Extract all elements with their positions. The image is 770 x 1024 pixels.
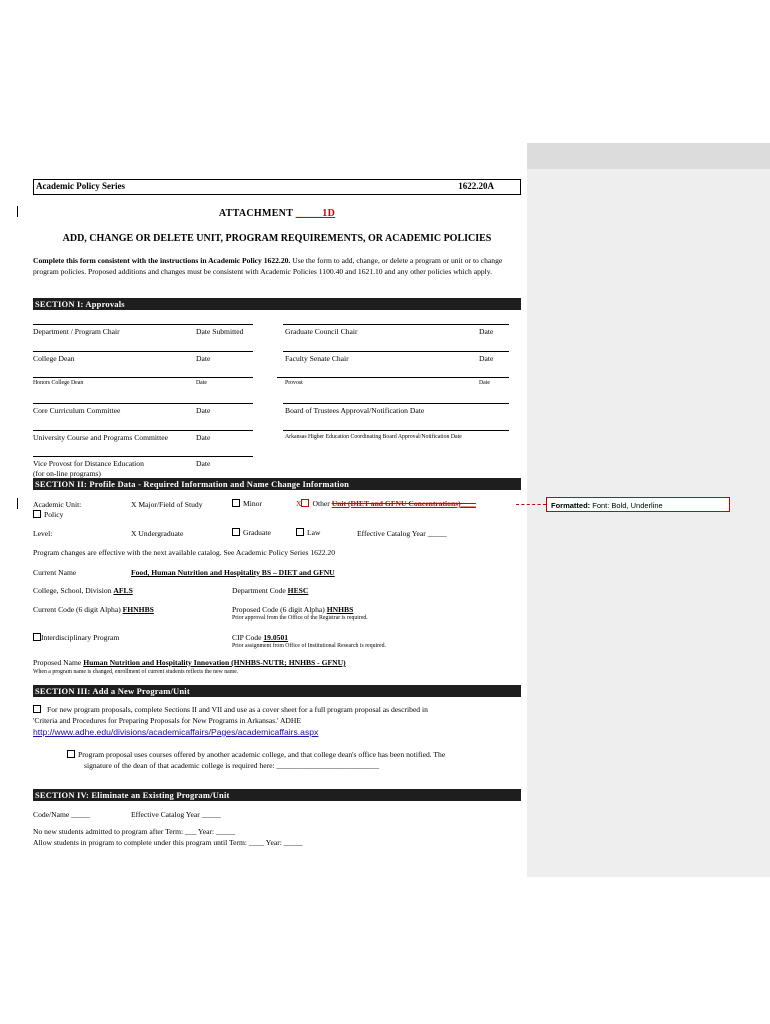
sig-label: Vice Provost for Distance Education	[33, 459, 144, 468]
department-value[interactable]: HESC	[287, 586, 309, 595]
new-program-text-2: 'Criteria and Procedures for Preparing Proposals for New Programs in Arkansas.' ADHE	[33, 716, 302, 725]
other-option[interactable]	[296, 499, 476, 508]
signature-line[interactable]	[33, 324, 253, 325]
elim-catalog-year-field[interactable]: Effective Catalog Year _____	[131, 810, 221, 819]
cip-value[interactable]: 19.0501	[263, 633, 289, 642]
current-name-value[interactable]: Food, Human Nutrition and Hospitality BS – DIET and GFNU	[131, 568, 335, 577]
signature-line[interactable]	[33, 403, 253, 404]
sig-label: Honors College Dean	[33, 380, 84, 386]
other-college-item	[67, 750, 445, 759]
policy-label: Policy	[44, 510, 64, 519]
signature-line[interactable]	[283, 430, 509, 431]
other-value[interactable]: Unit (DIET and GFNU Concentrations)____	[331, 499, 476, 508]
proposed-code-field	[232, 605, 353, 614]
graduate-checkbox[interactable]	[232, 528, 240, 536]
attachment-number: _____1D	[295, 208, 336, 219]
new-program-text-1: For new program proposals, complete Sections II and VII and use as a cover sheet for a full program proposal as described in	[47, 705, 428, 714]
signature-line[interactable]	[33, 351, 253, 352]
comment-pane-header	[527, 143, 770, 169]
sig-date: Date	[196, 380, 207, 386]
signature-line[interactable]	[283, 351, 509, 352]
other-label: Other	[312, 499, 330, 508]
signature-line[interactable]	[33, 377, 253, 378]
signature-line[interactable]	[277, 377, 509, 378]
new-program-checkbox[interactable]	[33, 705, 41, 713]
sig-label: Provost	[285, 380, 303, 386]
college-label: College, School, Division	[33, 586, 114, 595]
series-header	[33, 179, 521, 195]
attachment-title	[0, 208, 554, 219]
adhe-link[interactable]: http://www.adhe.edu/divisions/academicaffairs/Pages/academicaffairs.aspx	[33, 727, 319, 737]
academic-unit-label: Academic Unit:	[33, 500, 82, 509]
new-program-item	[33, 705, 428, 714]
policy-option[interactable]	[33, 510, 63, 519]
no-new-students-field[interactable]: No new students admitted to program after Term: ___ Year: _____	[33, 827, 236, 836]
sig-label: Core Curriculum Committee	[33, 406, 121, 415]
sig-date: Date	[479, 354, 494, 363]
college-field	[33, 586, 133, 595]
graduate-option[interactable]	[232, 528, 271, 537]
other-checkbox[interactable]	[301, 499, 309, 507]
format-comment[interactable]	[546, 497, 730, 512]
department-label: Department Code	[232, 586, 288, 595]
current-name-label: Current Name	[33, 568, 77, 577]
sig-label: Arkansas Higher Education Coordinating Board Approval/Notification Date	[285, 434, 462, 440]
sig-label: Graduate Council Chair	[285, 327, 358, 336]
sig-date: Date	[479, 380, 490, 386]
changes-note: Program changes are effective with the next available catalog. See Academic Policy Series 1622.20	[33, 548, 336, 557]
attachment-prefix: ATTACHMENT	[218, 208, 296, 219]
comment-label: Formatted:	[551, 501, 591, 510]
other-x: X	[296, 499, 302, 508]
policy-checkbox[interactable]	[33, 510, 41, 518]
section-3-header: SECTION III: Add a New Program/Unit	[33, 685, 521, 697]
signature-line[interactable]	[283, 403, 509, 404]
sig-date: Date	[196, 406, 211, 415]
current-code-label: Current Code (6 digit Alpha)	[33, 605, 123, 614]
sig-label: Board of Trustees Approval/Notification Date	[285, 406, 425, 415]
sig-date: Date	[196, 433, 211, 442]
proposed-name-note: When a program name is changed, enrollment of current students reflects the new name.	[33, 669, 239, 675]
other-college-text-2: signature of the dean of that academic college is required here: ___________________________	[84, 761, 380, 770]
allow-students-field[interactable]: Allow students in program to complete under this program until Term: ____ Year: _____	[33, 838, 303, 847]
sig-label: Faculty Senate Chair	[285, 354, 349, 363]
college-value[interactable]: AFLS	[113, 586, 133, 595]
signature-line[interactable]	[33, 430, 253, 431]
form-title: ADD, CHANGE OR DELETE UNIT, PROGRAM REQUIREMENTS, OR ACADEMIC POLICIES	[62, 233, 492, 244]
signature-line[interactable]	[283, 324, 509, 325]
interdisciplinary-checkbox[interactable]	[33, 633, 41, 641]
undergrad-option[interactable]: X Undergraduate	[131, 529, 184, 538]
proposed-name-label: Proposed Name	[33, 658, 84, 667]
policy-series: Academic Policy Series	[36, 181, 125, 191]
sig-label: College Dean	[33, 354, 75, 363]
proposed-code-note: Prior approval from the Office of the Registrar is required.	[232, 615, 368, 621]
law-checkbox[interactable]	[296, 528, 304, 536]
graduate-label: Graduate	[243, 528, 271, 537]
major-option[interactable]: X Major/Field of Study	[131, 500, 203, 509]
change-bar	[17, 498, 18, 509]
proposed-code-value[interactable]: HNHBS	[326, 605, 354, 614]
proposed-name-value[interactable]: Human Nutrition and Hospitality Innovation (HNHBS-NUTR; HNHBS - GFNU)	[83, 658, 346, 667]
intro-paragraph	[33, 256, 519, 277]
sig-label: University Course and Programs Committee	[33, 433, 168, 442]
section-2-header: SECTION II: Profile Data - Required Information and Name Change Information	[33, 478, 521, 490]
signature-line[interactable]	[33, 456, 253, 457]
policy-number: 1622.20A	[458, 181, 494, 191]
sig-label: Department / Program Chair	[33, 327, 120, 336]
other-college-text-1: Program proposal uses courses offered by another academic college, and that college dean's office has been notified. The	[78, 750, 446, 759]
cip-label: CIP Code	[232, 633, 264, 642]
minor-option[interactable]	[232, 499, 262, 508]
comment-connector	[516, 504, 546, 505]
law-option[interactable]	[296, 528, 321, 537]
current-code-value[interactable]: FHNHBS	[122, 605, 154, 614]
minor-label: Minor	[243, 499, 262, 508]
other-college-checkbox[interactable]	[67, 750, 75, 758]
intro-bold: Complete this form consistent with the instructions in Academic Policy 1622.20.	[33, 256, 291, 265]
minor-checkbox[interactable]	[232, 499, 240, 507]
sig-date: Date	[196, 459, 211, 468]
sig-date: Date Submitted	[196, 327, 244, 336]
catalog-year-field[interactable]: Effective Catalog Year _____	[357, 529, 447, 538]
department-field	[232, 586, 308, 595]
interdisciplinary-option[interactable]	[33, 633, 119, 642]
sig-sublabel: (for on-line programs)	[33, 469, 101, 478]
comment-text: Font: Bold, Underline	[590, 501, 663, 510]
proposed-code-label: Proposed Code (6 digit Alpha)	[232, 605, 327, 614]
section-1-header: SECTION I: Approvals	[33, 298, 521, 310]
section-4-header: SECTION IV: Eliminate an Existing Program/Unit	[33, 789, 521, 801]
sig-date: Date	[196, 354, 211, 363]
cip-note: Prior assignment from Office of Institutional Research is required.	[232, 643, 386, 649]
proposed-name-field	[33, 658, 346, 667]
intro-rest: Use the form to add, change, or delete a program or unit or to change program policies. Proposed additions and changes must be consistent with Academic Policies 1100.40 and 1621.10 and any other policies which apply.	[33, 256, 503, 276]
cip-field	[232, 633, 288, 642]
level-label: Level:	[33, 529, 53, 538]
code-name-field[interactable]: Code/Name _____	[33, 810, 91, 819]
sig-date: Date	[479, 327, 494, 336]
interdisciplinary-label: Interdisciplinary Program	[41, 633, 120, 642]
current-code-field	[33, 605, 154, 614]
law-label: Law	[307, 528, 321, 537]
